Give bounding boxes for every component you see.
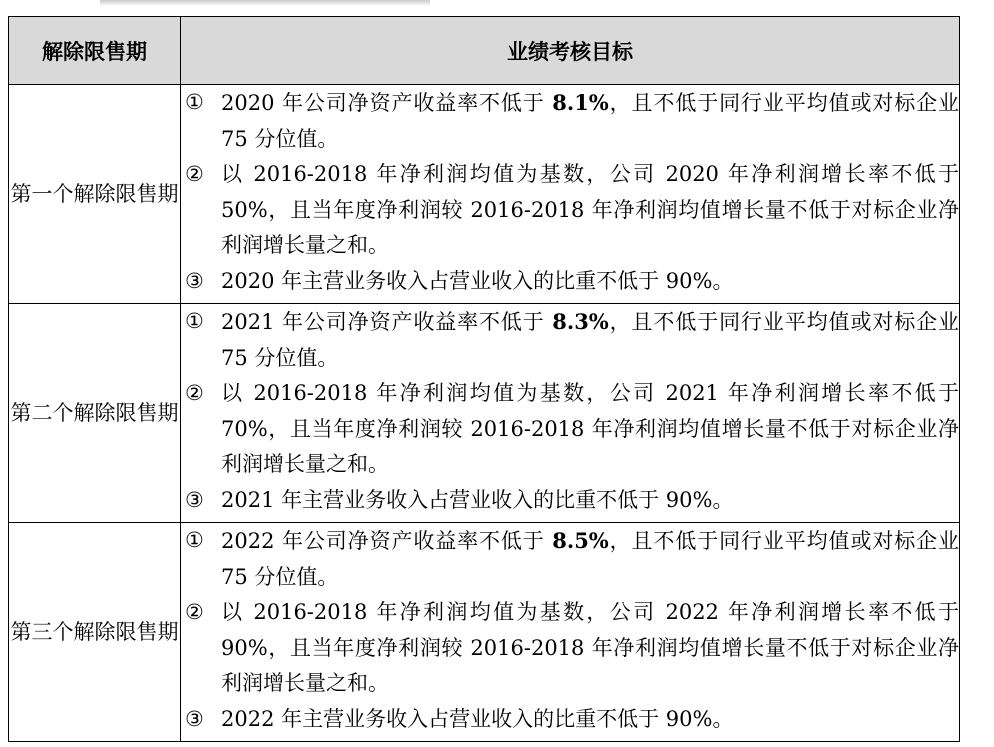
header-target: 业绩考核目标	[181, 17, 960, 85]
table-row	[9, 85, 960, 304]
item-text: 2021 年主营业务收入占营业收入的比重不低于 90%。	[221, 487, 734, 512]
target-item	[181, 595, 959, 702]
roe-value: 8.1%	[552, 90, 609, 115]
item-text: 以 2016-2018 年净利润均值为基数，公司 2021 年净利润增长率不低于 70%，且当年度净利润较 2016-2018 年净利润均值增长量不低于对标企业净利润增长量之和。	[221, 381, 959, 476]
targets-cell	[181, 304, 960, 523]
target-item	[181, 85, 959, 157]
item-marker: ②	[185, 162, 204, 186]
item-marker: ③	[185, 268, 204, 293]
item-marker: ③	[185, 706, 204, 731]
target-item	[181, 483, 959, 519]
item-text: 2020 年公司净资产收益率不低于 8.1%，且不低于同行业平均值或对标企业 75 分位值。	[221, 90, 960, 151]
target-item	[181, 523, 959, 595]
target-item	[181, 304, 959, 376]
target-item	[181, 702, 959, 738]
item-text: 2020 年主营业务收入占营业收入的比重不低于 90%。	[221, 268, 734, 293]
table-row	[9, 523, 960, 742]
item-marker: ①	[185, 309, 204, 333]
item-text: 以 2016-2018 年净利润均值为基数，公司 2020 年净利润增长率不低于 50%，且当年度净利润较 2016-2018 年净利润均值增长量不低于对标企业净利润增长量之和。	[221, 162, 959, 257]
targets-cell	[181, 523, 960, 742]
table-row	[9, 304, 960, 523]
target-item	[181, 376, 959, 483]
item-marker: ②	[185, 600, 204, 624]
item-marker: ③	[185, 487, 204, 512]
performance-target-table	[8, 16, 960, 742]
targets-cell	[181, 85, 960, 304]
item-text: 2021 年公司净资产收益率不低于 8.3%，且不低于同行业平均值或对标企业 75 分位值。	[221, 309, 960, 370]
target-item	[181, 157, 959, 264]
item-text: 2022 年公司净资产收益率不低于 8.5%，且不低于同行业平均值或对标企业 75 分位值。	[221, 528, 960, 589]
item-text: 2022 年主营业务收入占营业收入的比重不低于 90%。	[221, 706, 734, 731]
item-text: 以 2016-2018 年净利润均值为基数，公司 2022 年净利润增长率不低于 90%，且当年度净利润较 2016-2018 年净利润均值增长量不低于对标企业净利润增长量之和。	[221, 600, 959, 695]
period-cell: 第二个解除限售期	[9, 304, 181, 523]
roe-value: 8.3%	[552, 309, 609, 334]
header-period: 解除限售期	[9, 17, 181, 85]
period-cell: 第三个解除限售期	[9, 523, 181, 742]
table-header-row	[9, 17, 960, 85]
item-marker: ①	[185, 528, 204, 552]
roe-value: 8.5%	[552, 528, 609, 553]
target-item	[181, 264, 959, 300]
period-cell: 第一个解除限售期	[9, 85, 181, 304]
cropped-text-fragment	[100, 0, 430, 6]
item-marker: ①	[185, 90, 204, 114]
item-marker: ②	[185, 381, 204, 405]
